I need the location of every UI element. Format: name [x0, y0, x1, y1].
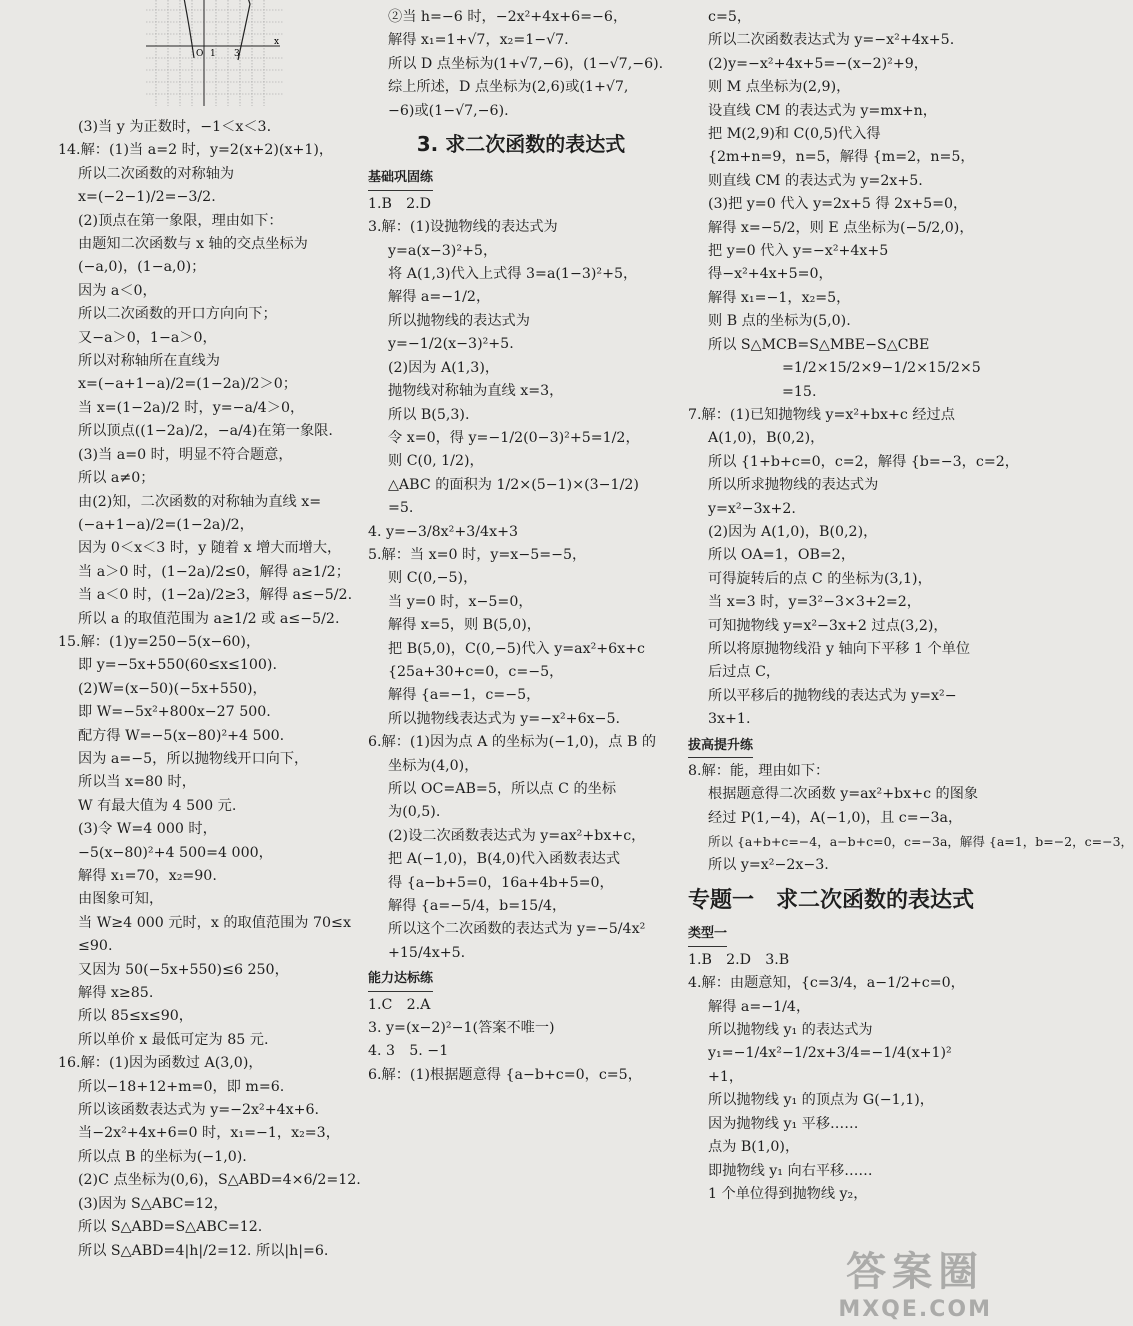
text-line: 所以二次函数的对称轴为 — [78, 165, 235, 182]
text-line: 即 y=−5x+550(60≤x≤100). — [78, 657, 277, 674]
text-line: 因为 0＜x＜3 时，y 随着 x 增大而增大， — [78, 540, 342, 557]
text-line: 综上所述，D 点坐标为(2,6)或(1+√7, — [388, 79, 629, 96]
section-title: 3. 求二次函数的表达式 — [416, 132, 626, 157]
graph-label-one: 1 — [210, 49, 216, 59]
text-line: 把 M(2,9)和 C(0,5)代入得 — [708, 126, 881, 143]
text-line: 由(2)知，二次函数的对称轴为直线 x= — [78, 493, 322, 510]
topic-title: 专题一 求二次函数的表达式 — [688, 888, 975, 914]
text-line: 经过 P(1,−4)，A(−1,0)，且 c=−3a， — [708, 809, 963, 826]
text-line: W 有最大值为 4 500 元. — [78, 797, 237, 814]
text-line: 解得 x₁=1+√7，x₂=1−√7. — [388, 32, 569, 49]
text-line: 所以 B(5,3). — [388, 406, 470, 423]
text-line: y₁=−1/4x²−1/2x+3/4=−1/4(x+1)² — [708, 1045, 952, 1062]
text-line: (3)把 y=0 代入 y=2x+5 得 2x+5=0， — [708, 196, 968, 213]
text-line: (2)设二次函数表达式为 y=ax²+bx+c， — [388, 827, 646, 844]
subsection-basic: 基础巩固练 — [368, 166, 433, 190]
text-line: 所以对称轴所在直线为 — [78, 353, 220, 370]
text-line: −5(x−80)²+4 500=4 000， — [78, 844, 273, 861]
text-line: 得 {a−b+5=0，16a+4b+5=0， — [388, 874, 614, 891]
text-line: (2)因为 A(1,3)， — [388, 359, 500, 376]
text-line: 所以所求抛物线的表达式为 — [708, 477, 879, 494]
text-line: 15.解：(1)y=250−5(x−60)， — [58, 633, 261, 650]
text-line: 把 B(5,0)，C(0,−5)代入 y=ax²+6x+c — [388, 640, 646, 657]
text-line: 16.解：(1)因为函数过 A(3,0)， — [58, 1055, 263, 1072]
text-line: =5. — [388, 500, 414, 517]
text-line: 所以该函数表达式为 y=−2x²+4x+6. — [78, 1102, 320, 1119]
text-line: 所以 a≠0； — [78, 470, 155, 487]
text-line: 则直线 CM 的表达式为 y=2x+5. — [708, 172, 923, 189]
text-line: (3)当 a=0 时，明显不符合题意， — [78, 446, 293, 463]
text-line: 后过点 C， — [708, 664, 781, 681]
text-line: 把 A(−1,0)，B(4,0)代入函数表达式 — [388, 851, 621, 868]
text-line: 当 y=0 时，x−5=0， — [388, 593, 533, 610]
text-line: y=−1/2(x−3)²+5. — [388, 336, 514, 353]
text-line: (2)y=−x²+4x+5=−(x−2)²+9， — [708, 55, 928, 72]
text-line: 所以 y=x²−2x−3. — [708, 856, 829, 873]
column-right — [688, 6, 1133, 1206]
text-line: (3)当 y 为正数时，−1＜x＜3. — [78, 119, 272, 135]
text-line: 解得 x=5，则 B(5,0)， — [388, 617, 541, 634]
text-line: 所以将原抛物线沿 y 轴向下平移 1 个单位 — [708, 640, 971, 657]
text-line: 因为 a＜0， — [78, 282, 157, 299]
text-line: 所以抛物线表达式为 y=−x²+6x−5. — [388, 710, 621, 727]
text-line: 所以顶点((1−2a)/2，−a/4)在第一象限. — [78, 423, 333, 440]
watermark-url: MXQE.COM — [838, 1297, 992, 1322]
text-line: 解得 {a=−1，c=−5， — [388, 687, 541, 704]
text-line: 3x+1. — [708, 711, 751, 728]
text-line: 配方得 W=−5(x−80)²+4 500. — [78, 727, 285, 744]
text-line: 根据题意得二次函数 y=ax²+bx+c 的图象 — [708, 786, 979, 803]
text-line: 当 a＞0 时，(1−2a)/2≤0，解得 a≥1/2； — [78, 563, 350, 580]
text-line: 5.解：当 x=0 时，y=x−5=−5， — [368, 546, 587, 563]
type-label: 类型一 — [688, 922, 727, 946]
text-line: ≤90. — [78, 938, 113, 955]
text-line: 解得 a=−1/4， — [708, 998, 811, 1015]
text-line: 所以 S△ABD=S△ABC=12. — [78, 1219, 263, 1236]
subsection-ability: 能力达标练 — [368, 967, 433, 991]
text-line: y=a(x−3)²+5， — [388, 242, 498, 259]
text-line: (2)顶点在第一象限，理由如下： — [78, 212, 283, 229]
text-line: 所以 a 的取值范围为 a≥1/2 或 a≤−5/2. — [78, 610, 340, 627]
text-line: △ABC 的面积为 1/2×(5−1)×(3−1/2) — [388, 476, 639, 493]
text-line: 1.B 2.D 3.B — [688, 951, 790, 968]
text-line: 所以 85≤x≤90， — [78, 1008, 193, 1025]
text-line: 则 C(0, 1/2)， — [388, 453, 484, 470]
text-line: 所以 {a+b+c=−4，a−b+c=0，c=−3a，解得 {a=1，b=−2，c=−3， — [708, 834, 1133, 850]
text-line: 8.解：能，理由如下： — [688, 763, 830, 779]
text-line: (3)因为 S△ABC=12， — [78, 1195, 228, 1212]
text-line: =15. — [782, 383, 817, 400]
text-line: 所以二次函数的开口方向向下； — [78, 306, 277, 323]
text-line: 则 C(0,−5)， — [388, 570, 478, 587]
text-line: 所以二次函数表达式为 y=−x²+4x+5. — [708, 32, 955, 49]
text-line: 3.解：(1)设抛物线的表达式为 — [368, 219, 558, 236]
text-line: A(1,0)，B(0,2)， — [708, 430, 825, 447]
text-line: 所以抛物线的表达式为 — [388, 312, 530, 329]
text-line: 解得 {a=−5/4，b=15/4， — [388, 898, 567, 915]
subsection-advanced: 拔高提升练 — [688, 734, 753, 758]
text-line: x=(−a+1−a)/2=(1−2a)/2＞0； — [78, 376, 297, 393]
text-line: 6.解：(1)根据题意得 {a−b+c=0，c=5， — [368, 1066, 642, 1083]
text-line: 由题知二次函数与 x 轴的交点坐标为 — [78, 236, 308, 253]
text-line: 解得 x≥85. — [78, 985, 154, 1002]
text-line: 为(0,5). — [388, 804, 441, 821]
text-line: 则 B 点的坐标为(5,0). — [708, 313, 851, 330]
text-line: 点为 B(1,0)， — [708, 1139, 800, 1156]
text-line: 所以 OA=1，OB=2， — [708, 547, 856, 564]
text-line: 4.解：由题意知，{c=3/4，a−1/2+c=0， — [688, 975, 965, 992]
text-line: 解得 x=−5/2，则 E 点坐标为(−5/2,0)， — [708, 219, 974, 236]
text-line: +15/4x+5. — [388, 944, 466, 961]
text-line: 又因为 50(−5x+550)≤6 250， — [78, 961, 289, 978]
text-line: y=x²−3x+2. — [708, 500, 796, 517]
text-line: −6)或(1−√7,−6). — [388, 102, 509, 119]
text-line: =1/2×15/2×9−1/2×15/2×5 — [782, 360, 981, 377]
text-line: 解得 x₁=70，x₂=90. — [78, 868, 217, 884]
text-line: 所以 S△MCB=S△MBE−S△CBE — [708, 336, 930, 353]
text-line: 设直线 CM 的表达式为 y=mx+n， — [708, 102, 937, 119]
text-line: 1.B 2.D — [368, 195, 432, 212]
text-line: 得−x²+4x+5=0， — [708, 266, 833, 283]
text-line: 即 W=−5x²+800x−27 500. — [78, 704, 271, 721]
text-line: 7.解：(1)已知抛物线 y=x²+bx+c 经过点 — [688, 406, 955, 423]
text-line: 所以−18+12+m=0，即 m=6. — [78, 1078, 285, 1095]
text-line: 3. y=(x−2)²−1(答案不唯一) — [368, 1020, 555, 1037]
text-line: 当 x=(1−2a)/2 时，y=−a/4＞0， — [78, 399, 305, 416]
text-line: 当 a＜0 时，(1−2a)/2≥3，解得 a≤−5/2. — [78, 587, 353, 604]
text-line: x=(−2−1)/2=−3/2. — [78, 189, 216, 206]
text-line: 把 y=0 代入 y=−x²+4x+5 — [708, 243, 889, 260]
graph-label-three: 3 — [234, 49, 240, 59]
text-line: +1， — [708, 1068, 744, 1085]
text-line: 因为 a=−5，所以抛物线开口向下， — [78, 750, 309, 767]
text-line: 1.C 2.A — [368, 996, 431, 1013]
graph-label-x: x — [274, 37, 280, 47]
text-line: 则 M 点坐标为(2,9)， — [708, 79, 851, 96]
text-line: {25a+30+c=0，c=−5， — [388, 663, 564, 680]
text-line: 所以点 B 的坐标为(−1,0). — [78, 1148, 247, 1165]
text-line: 所以 S△ABD=4|h|/2=12. 所以|h|=6. — [78, 1242, 329, 1259]
text-line: 可知抛物线 y=x²−3x+2 过点(3,2)， — [708, 617, 948, 634]
text-line: {2m+n=9，n=5，解得 {m=2，n=5， — [708, 149, 975, 166]
text-line: 即抛物线 y₁ 向右平移…… — [708, 1162, 873, 1179]
text-line: 当−2x²+4x+6=0 时，x₁=−1，x₂=3， — [78, 1125, 340, 1142]
text-line: (−a,0)，(1−a,0)； — [78, 259, 206, 276]
text-line: 解得 x₁=−1，x₂=5， — [708, 289, 851, 306]
text-line: (2)W=(x−50)(−5x+550)， — [78, 680, 267, 697]
graph-label-origin: O — [196, 49, 204, 59]
text-line: 解得 a=−1/2， — [388, 289, 491, 306]
watermark-logo — [838, 1240, 992, 1322]
text-line: 所以抛物线 y₁ 的顶点为 G(−1,1)， — [708, 1092, 934, 1109]
text-line: 所以这个二次函数的表达式为 y=−5/4x² — [388, 921, 646, 938]
text-line: 所以抛物线 y₁ 的表达式为 — [708, 1022, 873, 1039]
watermark-main: 答案圈 — [846, 1249, 985, 1295]
text-line: 令 x=0，得 y=−1/2(0−3)²+5=1/2， — [388, 429, 640, 446]
text-line: 抛物线对称轴为直线 x=3， — [388, 383, 564, 400]
text-line: 所以单价 x 最低可定为 85 元. — [78, 1031, 269, 1048]
text-line: 所以当 x=80 时， — [78, 774, 196, 791]
text-line: 所以 D 点坐标为(1+√7,−6)，(1−√7,−6). — [388, 55, 664, 72]
text-line: (3)令 W=4 000 时， — [78, 821, 217, 838]
text-line: (2)因为 A(1,0)，B(0,2)， — [708, 523, 878, 540]
text-line: 所以 OC=AB=5，所以点 C 的坐标 — [388, 781, 617, 797]
text-line: ②当 h=−6 时，−2x²+4x+6=−6， — [388, 9, 628, 25]
text-line: 6.解：(1)因为点 A 的坐标为(−1,0)，点 B 的 — [368, 734, 657, 751]
text-line: 由图象可知， — [78, 891, 164, 908]
text-line: 将 A(1,3)代入上式得 3=a(1−3)²+5， — [388, 266, 638, 283]
text-line: 4. y=−3/8x²+3/4x+3 — [368, 523, 518, 540]
text-line: 所以平移后的抛物线的表达式为 y=x²− — [708, 687, 957, 704]
text-line: 当 x=3 时，y=3²−3×3+2=2， — [708, 594, 921, 611]
text-line: 所以 {1+b+c=0，c=2，解得 {b=−3，c=2， — [708, 453, 1019, 470]
text-line: (2)C 点坐标为(0,6)，S△ABD=4×6/2=12. — [78, 1172, 361, 1189]
text-line: 14.解：(1)当 a=2 时，y=2(x+2)(x+1)， — [58, 142, 334, 159]
parabola-graph — [146, 0, 284, 106]
column-left — [58, 116, 361, 1263]
text-line: c=5， — [708, 9, 752, 25]
column-middle — [368, 6, 674, 1087]
text-line: 当 W≥4 000 元时，x 的取值范围为 70≤x — [78, 914, 351, 931]
text-line: 因为抛物线 y₁ 平移…… — [708, 1115, 859, 1132]
text-line: (−a+1−a)/2=(1−2a)/2， — [78, 516, 254, 533]
text-line: 可得旋转后的点 C 的坐标为(3,1)， — [708, 570, 932, 587]
text-line: 1 个单位得到抛物线 y₂， — [708, 1185, 868, 1202]
text-line: 又−a＞0，1−a＞0， — [78, 329, 217, 346]
text-line: 坐标为(4,0)， — [388, 757, 479, 774]
text-line: 4. 3 5. −1 — [368, 1043, 449, 1060]
